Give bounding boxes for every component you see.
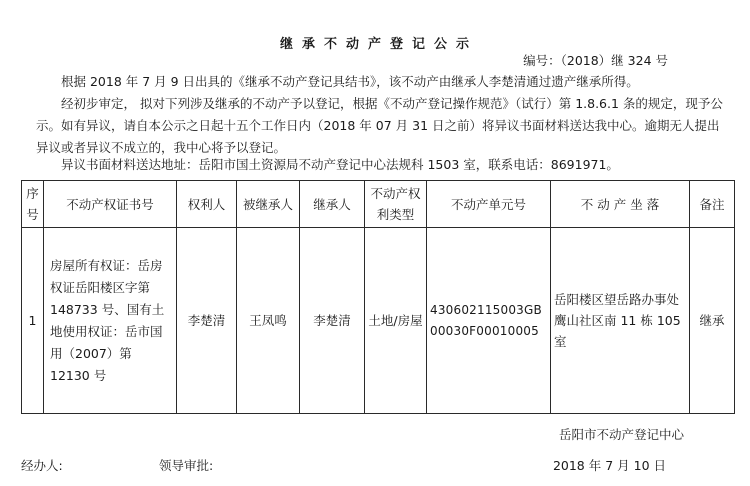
cell-cert-no: 房屋所有权证：岳房权证岳阳楼区字第 148733 号、国有土地使用权证：岳市国用（2007）第 12130 号: [44, 228, 177, 414]
cell-heir: 李楚清: [300, 228, 365, 414]
registration-table: [21, 180, 735, 414]
leader-approval-label: 领导审批:: [159, 458, 214, 473]
header-remark: 备注: [690, 181, 735, 228]
cell-right-type: 土地/房屋: [365, 228, 427, 414]
cell-deceased: 王凤鸣: [237, 228, 300, 414]
paragraph-basis: 根据 2018 年 7 月 9 日出具的《继承不动产登记具结书》，该不动产由继承人李楚清通过遗产继承所得。: [61, 74, 639, 89]
paragraph-review: 经初步审定， 拟对下列涉及继承的不动产予以登记，根据《不动产登记操作规范》（试行）第 1.8.6.1 条的规定，现予公示。如有异议，请自本公示之日起十五个工作日内（2018 年 07 月 31 日之前）将异议书面材料送达我中心。逾期无人提出异议或者异议不成立的，我中心将予以登记。: [36, 96, 723, 155]
table-row: [22, 228, 735, 414]
header-right-type: 不动产权利类型: [365, 181, 427, 228]
handler-label: 经办人:: [21, 458, 63, 473]
table-header-row: [22, 181, 735, 228]
paragraph-objection-address: 异议书面材料送达地址：岳阳市国土资源局不动产登记中心法规科 1503 室，联系电话：8691971。: [61, 157, 619, 172]
header-location: 不 动 产 坐 落: [551, 181, 690, 228]
issuing-organization: 岳阳市不动产登记中心: [558, 427, 684, 442]
issue-date: 2018 年 7 月 10 日: [552, 458, 666, 473]
document-number: 编号：（2018）继 324 号: [523, 53, 668, 68]
header-owner: 权利人: [177, 181, 237, 228]
header-heir: 继承人: [300, 181, 365, 228]
cell-remark: 继承: [690, 228, 735, 414]
header-unit-no: 不动产单元号: [427, 181, 551, 228]
cell-seq: 1: [22, 228, 44, 414]
page-title: 继承不动产登记公示: [279, 37, 478, 52]
header-seq: 序号: [22, 181, 44, 228]
header-cert-no: 不动产权证书号: [44, 181, 177, 228]
header-deceased: 被继承人: [237, 181, 300, 228]
cell-unit-no: 430602115003GB00030F00010005: [427, 228, 551, 414]
cell-owner: 李楚清: [177, 228, 237, 414]
cell-location: 岳阳楼区望岳路办事处鹰山社区南 11 栋 105 室: [551, 228, 690, 414]
